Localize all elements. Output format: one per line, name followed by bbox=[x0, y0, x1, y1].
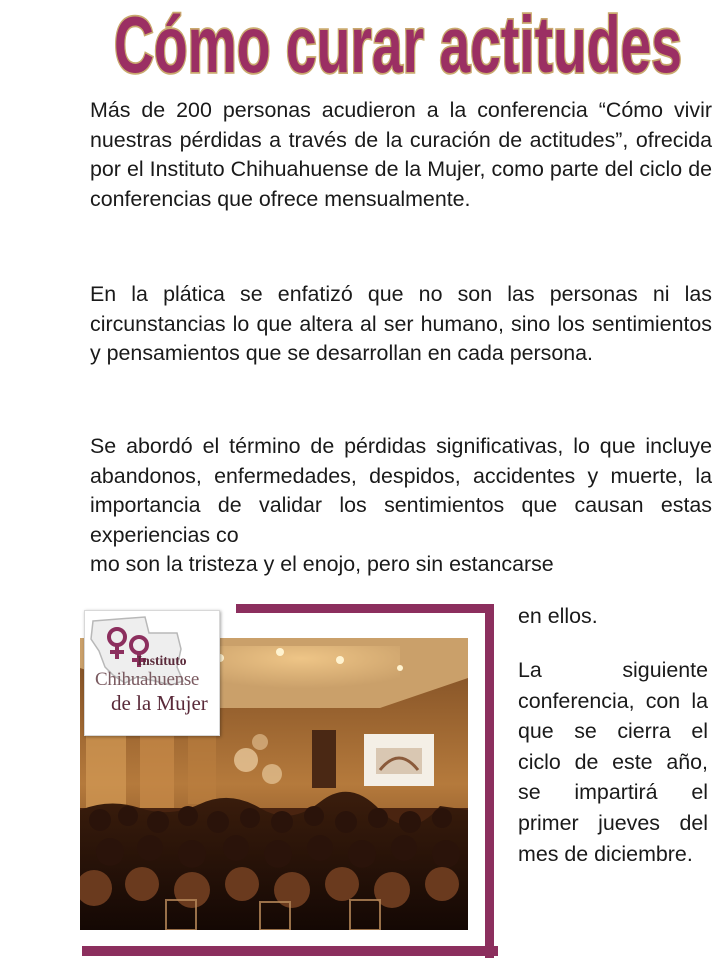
paragraph-next-conference bbox=[518, 655, 708, 869]
page-title bbox=[108, 4, 688, 84]
paragraph-losses-last-line: mo son la tristeza y el enojo, pero sin estancarse bbox=[90, 552, 554, 577]
paragraph-losses bbox=[90, 432, 712, 580]
paragraph-losses-main: Se abordó el término de pérdidas significativas, lo que incluye abandonos, enfermedades, despidos, accidentes y muerte, la importancia de validar los sentimientos que causan estas experiencias co bbox=[90, 434, 712, 547]
institute-logo bbox=[84, 610, 220, 736]
paragraph-intro: Más de 200 personas acudieron a la conferencia “Cómo vivir nuestras pérdidas a través de la curación de actitudes”, ofrecida por el Instituto Chihuahuense de la Mujer, como parte del ciclo de conferencias que ofrece mensualmente. bbox=[90, 98, 712, 211]
next-conference-word-2: siguiente bbox=[622, 658, 708, 682]
title-graphic bbox=[108, 4, 688, 84]
logo-line-3: de la Mujer bbox=[111, 691, 208, 715]
next-conference-word-1: La bbox=[518, 658, 542, 682]
logo-line-1: Instituto bbox=[137, 653, 187, 668]
next-conference-rest: conferencia, con la que se cierra el ciclo de este año, se impartirá el primer jueves del mes de diciembre. bbox=[518, 688, 708, 866]
photo-frame-bottom-bar bbox=[82, 946, 498, 956]
title-text: Cómo curar actitudes bbox=[114, 4, 682, 84]
paragraph-emphasis: En la plática se enfatizó que no son las personas ni las circunstancias lo que altera al ser humano, sino los sentimientos y pensamientos que se desarrollan en cada persona. bbox=[90, 282, 712, 366]
logo-line-2: Chihuahuense bbox=[95, 669, 200, 690]
next-conference-first-line bbox=[518, 655, 708, 686]
paragraph-losses-continued: en ellos. bbox=[518, 604, 598, 628]
